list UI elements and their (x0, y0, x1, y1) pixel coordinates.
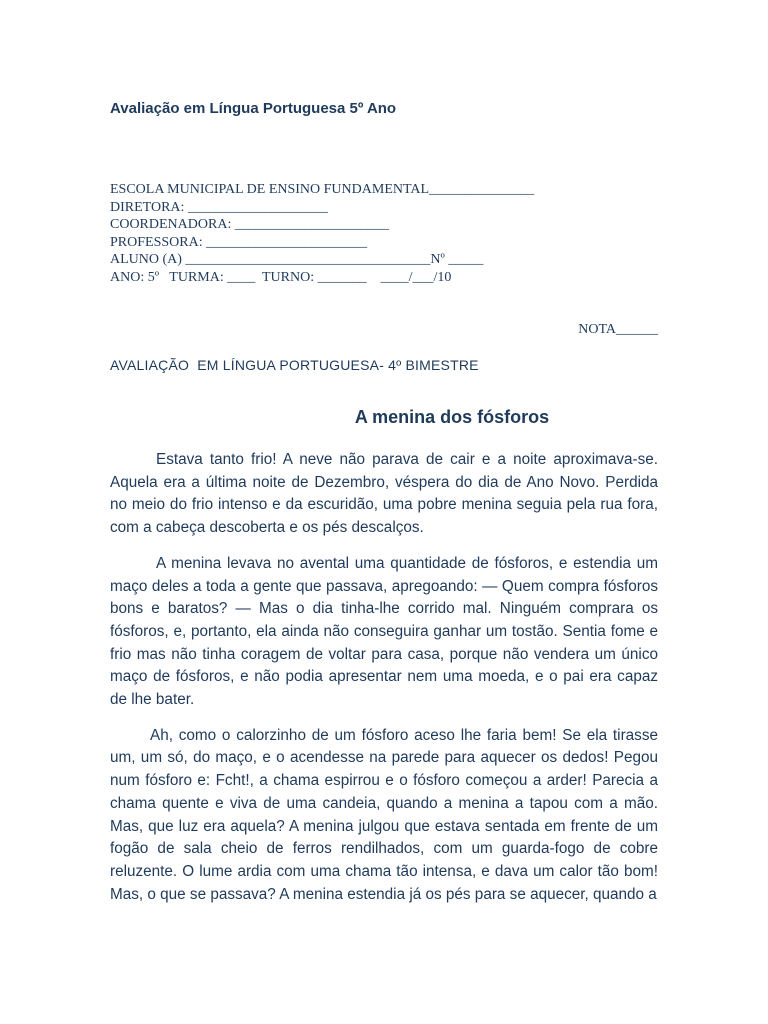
story-title: A menina dos fósforos (354, 407, 550, 427)
story-paragraph-3: Ah, como o calorzinho de um fósforo aceso lhe faria bem! Se ela tirasse um, um só, do maço, e o acendesse na parede para aquecer os dedos! Pegou num fósforo e: Fcht!, a chama espirrou e o fósforo começou a arder! Parecia a chama quente e viva de uma candeia, quando a menina a tapou com a mão. Mas, que luz era aquela? A menina julgou que estava sentada em frente de um fogão de sala cheio de ferros rendilhados, com um guarda-fogo de cobre reluzente. O lume ardia com uma chama tão intensa, e dava um calor tão bom! Mas, o que se passava? A menina estendia já os pés para se aquecer, quando a (110, 726, 658, 903)
student-line: ALUNO (A) ___________________________________Nº _____ (110, 252, 484, 268)
story-text (110, 449, 658, 919)
document-title: Avaliação em Língua Portuguesa 5º Ano (110, 100, 397, 117)
grade-field: NOTA______ (578, 322, 658, 337)
story-paragraph-1: Estava tanto frio! A neve não parava de cair e a noite aproximava-se. Aquela era a última noite de Dezembro, véspera do dia de Ano Novo. Perdida no meio do frio intenso e da escuridão, uma pobre menina seguia pela rua fora, com a cabeça descoberta e os pés descalços. (110, 451, 658, 537)
director-line: DIRETORA: ____________________ (110, 199, 328, 215)
teacher-line: PROFESSORA: _______________________ (110, 234, 368, 250)
coordinator-line: COORDENADORA: ______________________ (110, 217, 389, 233)
assessment-subtitle: AVALIAÇÃO EM LÍNGUA PORTUGUESA- 4º BIMESTRE (110, 357, 479, 373)
school-header-form (110, 181, 534, 287)
school-line: ESCOLA MUNICIPAL DE ENSINO FUNDAMENTAL_______________ (110, 182, 535, 197)
class-info-line: ANO: 5º TURMA: ____ TURNO: _______ ____/___/10 (110, 269, 452, 285)
story-paragraph-2: A menina levava no avental uma quantidade de fósforos, e estendia um maço deles a toda a gente que passava, apregoando: — Quem compra fósforos bons e baratos? — Mas o dia tinha-lhe corrido mal. Ninguém comprara os fósforos, e, portanto, ela ainda não conseguira ganhar um tostão. Sentia fome e frio mas não tinha coragem de voltar para casa, porque não vendera um único maço de fósforos, e não podia apresentar nem uma moeda, e o pai era capaz de lhe bater. (110, 554, 658, 709)
